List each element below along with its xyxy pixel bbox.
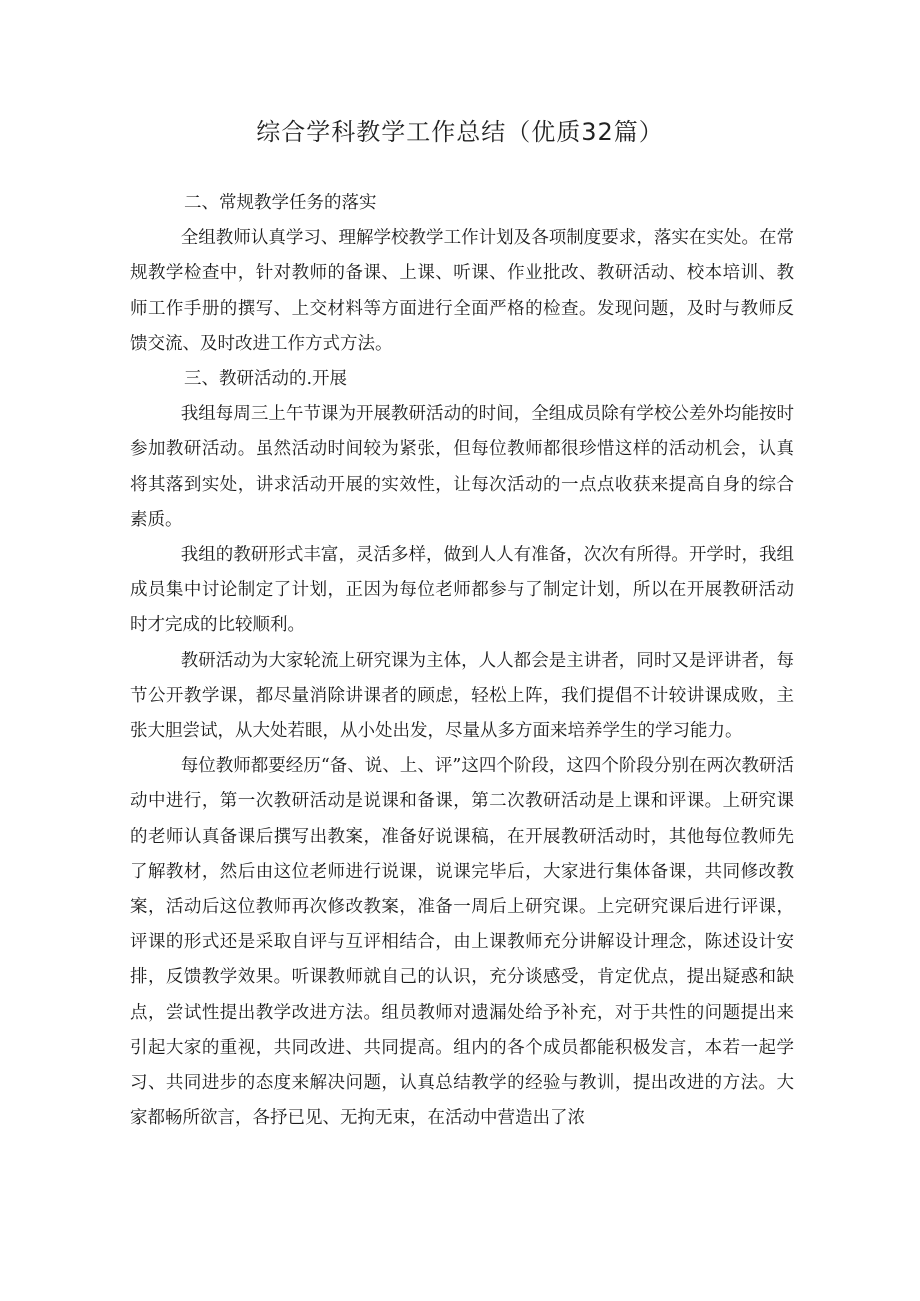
document-title: 综合学科教学工作总结（优质32篇）: [256, 118, 664, 146]
section-heading: 二、常规教学任务的落实: [184, 193, 377, 213]
document-body: [130, 186, 794, 1136]
paragraph: 教研活动为大家轮流上研究课为主体，人人都会是主讲者，同时又是评讲者，每节公开教学课，都尽量消除讲课者的顾虑，轻松上阵，我们提倡不计较讲课成败，主张大胆尝试，从大处若眼，从小处出发，尽量从多方面来培养学生的学习能力。: [130, 650, 794, 742]
paragraph: 每位教师都要经历“备、说、上、评”这四个阶段，这四个阶段分别在两次教研活动中进行，第一次教研活动是说课和备课，第二次教研活动是上课和评课。上研究课的老师认真备课后撰写出教案，准备好说课稿，在开展教研活动时，其他每位教师先了解教材，然后由这位老师进行说课，说课完毕后，大家进行集体备课，共同修改教案，活动后这位教师再次修改教案，准备一周后上研究课。上完研究课后进行评课，评课的形式还是采取自评与互评相结合，由上课教师充分讲解设计理念，陈述设计安排，反馈教学效果。听课教师就自己的认识，充分谈感受，肯定优点，提出疑惑和缺点，尝试性提出教学改进方法。组员教师对遗漏处给予补充，对于共性的问题提出来引起大家的重视，共同改进、共同提高。组内的各个成员都能积极发言，本若一起学习、共同进步的态度来解决问题，认真总结教学的经验与教训，提出改进的方法。大家都畅所欲言，各抒已见、无拘无束，在活动中营造出了浓: [130, 756, 794, 1129]
paragraph: 我组的教研形式丰富，灵活多样，做到人人有准备，次次有所得。开学时，我组成员集中讨论制定了计划，正因为每位老师都参与了制定计划，所以在开展教研活动时才完成的比较顺利。: [130, 545, 794, 636]
paragraph: 我组每周三上午节课为开展教研活动的时间，全组成员除有学校公差外均能按时参加教研活动。虽然活动时间较为紧张，但每位教师都很珍惜这样的活动机会，认真将其落到实处，讲求活动开展的实效性，让每次活动的一点点收获来提高自身的综合素质。: [130, 404, 794, 530]
section-heading: 三、教研活动的.开展: [184, 369, 348, 390]
paragraph: 全组教师认真学习、理解学校教学工作计划及各项制度要求，落实在实处。在常规教学检查中，针对教师的备课、上课、听课、作业批改、教研活动、校本培训、教师工作手册的撰写、上交材料等方面进行全面严格的检查。发现问题，及时与教师反馈交流、及时改进工作方式方法。: [130, 228, 794, 354]
